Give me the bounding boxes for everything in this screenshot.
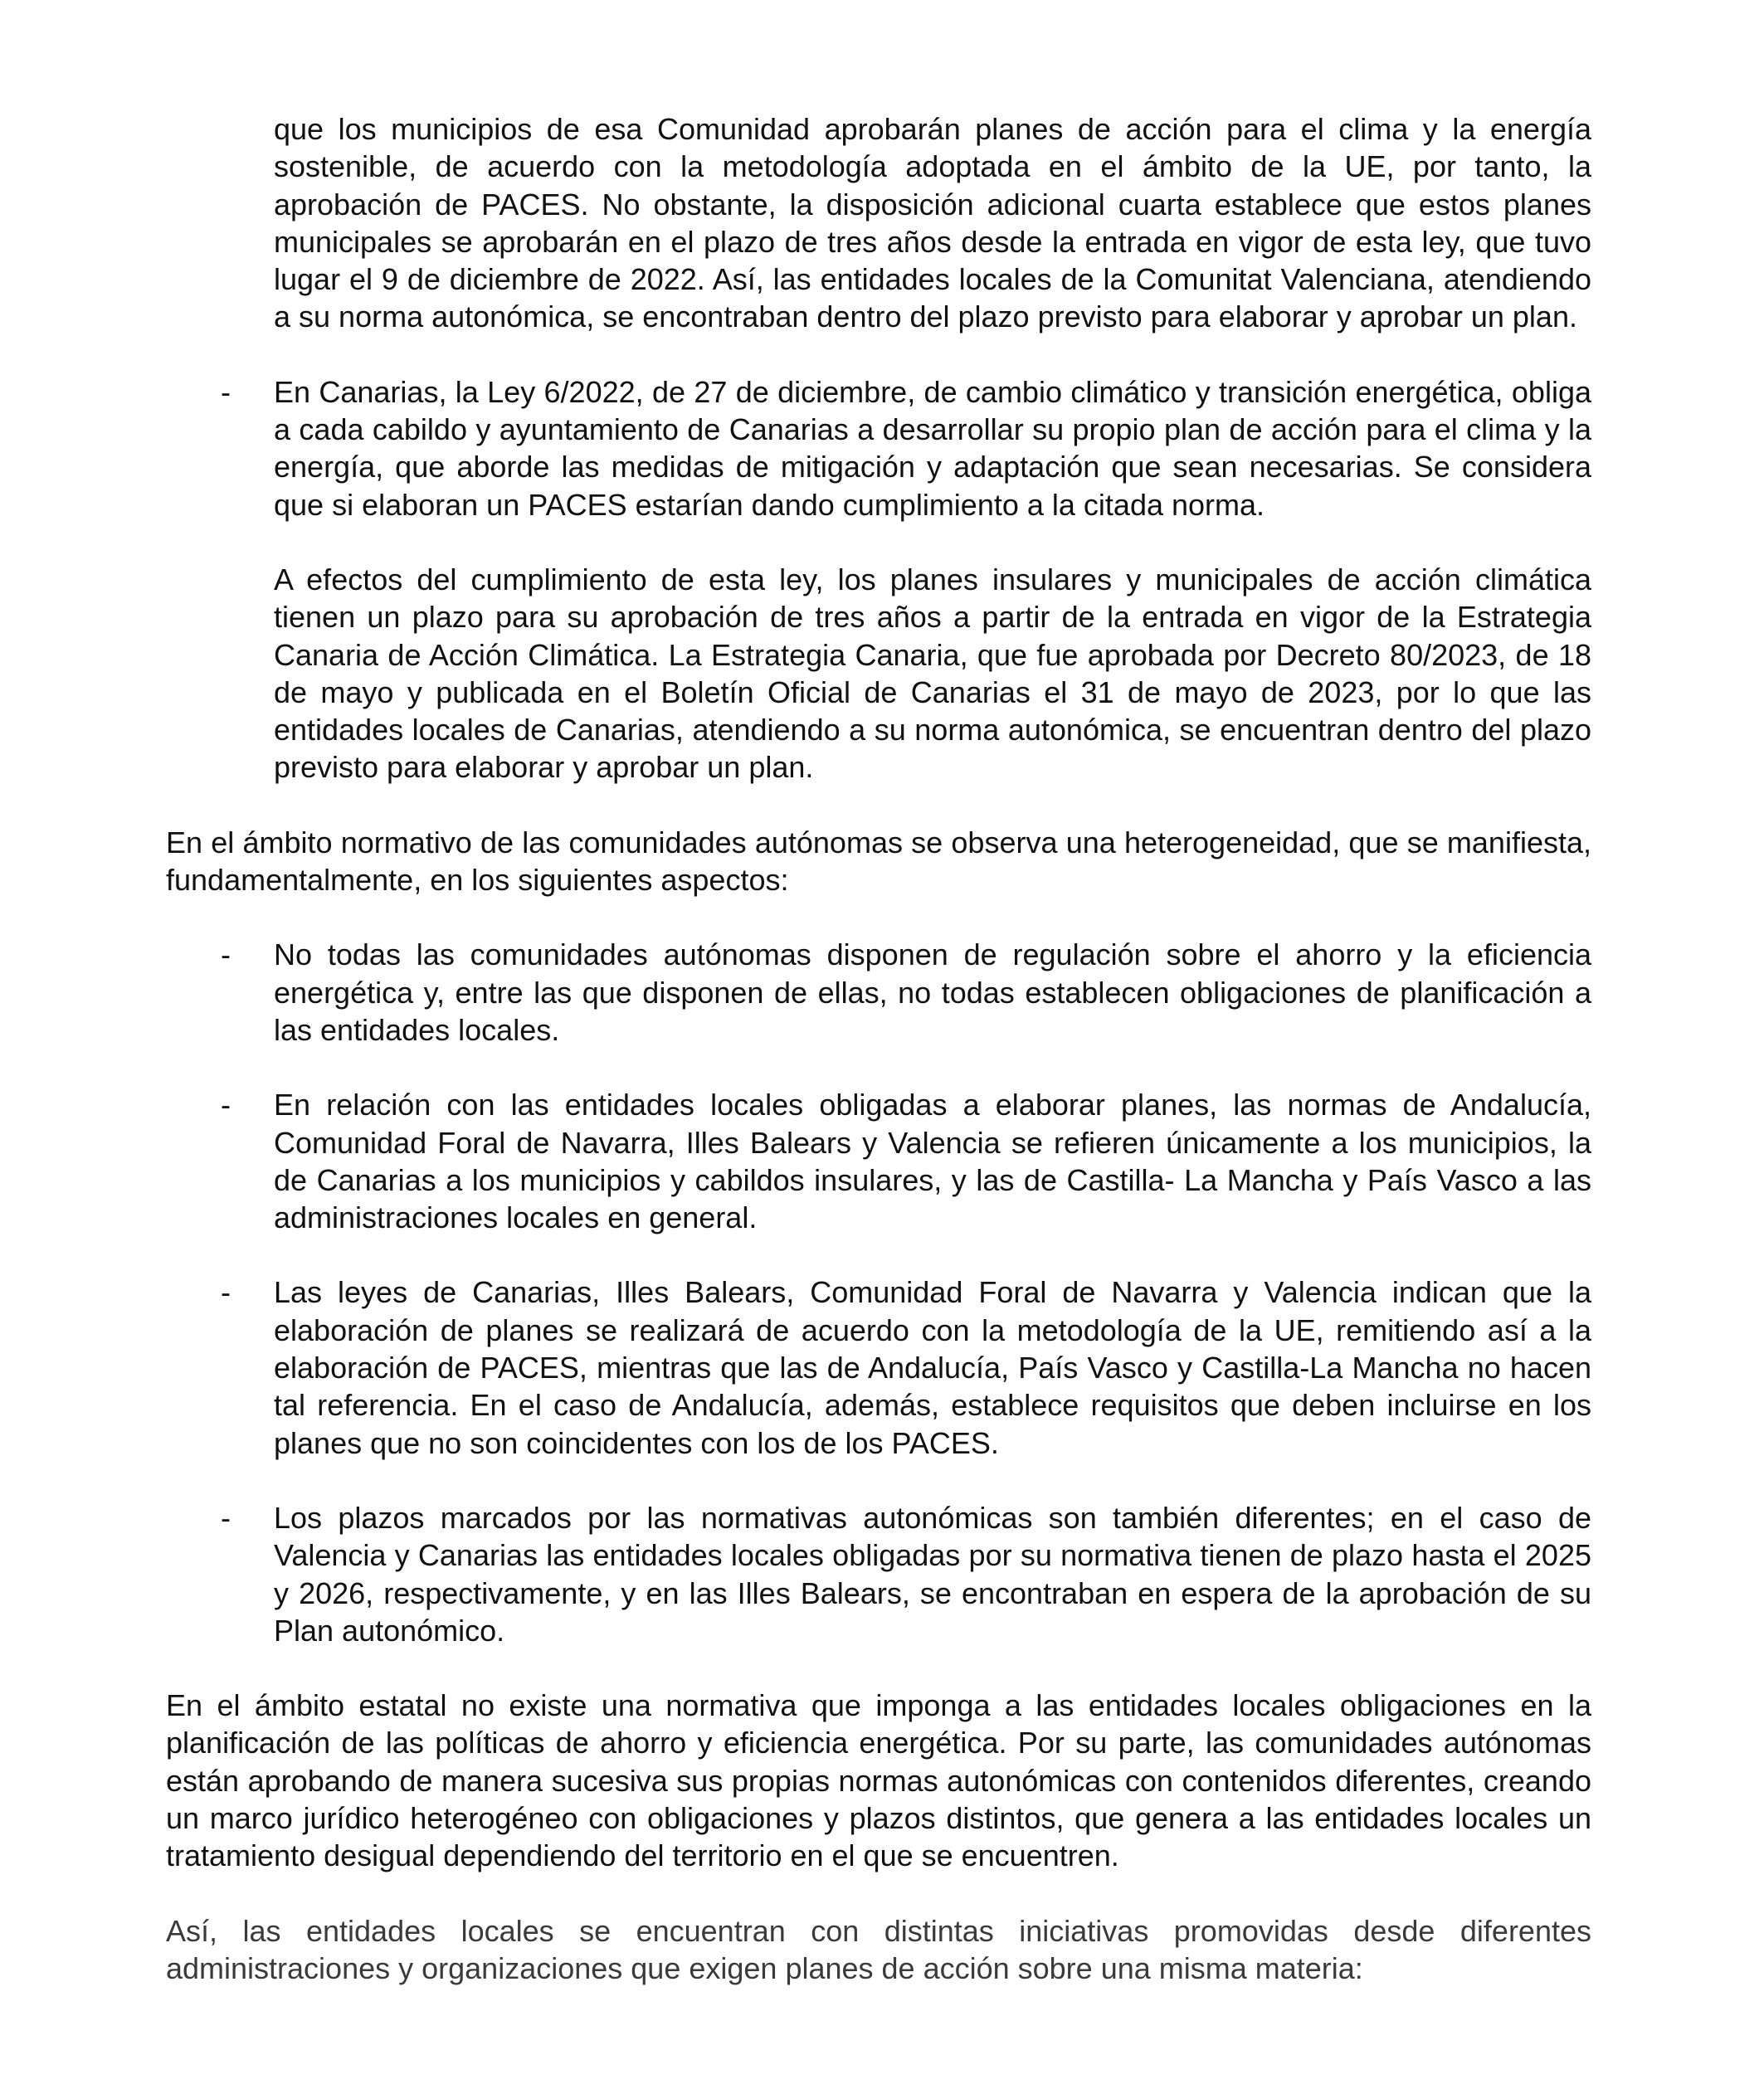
spacer bbox=[166, 898, 1591, 936]
bullet-text-entidades-obligadas: En relación con las entidades locales obligadas a elaborar planes, las normas de Andalucía, Comunidad Foral de Navarra, Illes Balears y Valencia se refieren únicamente a los municipios, la de Canarias a los municipios y cabildos insulares, y las de Castilla- La Mancha y País Vasco a las administraciones locales en general. bbox=[274, 1088, 1591, 1235]
spacer bbox=[166, 786, 1591, 824]
spacer bbox=[166, 336, 1591, 373]
bullet-dash: - bbox=[221, 937, 231, 972]
paragraph-canarias-plazo: A efectos del cumplimiento de esta ley, los planes insulares y municipales de acción climática tienen un plazo para su aprobación de tres años a partir de la entrada en vigor de la Estrategia Canaria de Acción Climática. La Estrategia Canaria, que fue aprobada por Decreto 80/2023, de 18 de mayo y publicada en el Boletín Oficial de Canarias el 31 de mayo de 2023, por lo que las entidades locales de Canarias, atendiendo a su norma autonómica, se encuentran dentro del plazo previsto para elaborar y aprobar un plan. bbox=[274, 562, 1591, 785]
paragraph-valencia: que los municipios de esa Comunidad aprobarán planes de acción para el clima y la energía sostenible, de acuerdo con la metodología adoptada en el ámbito de la UE, por tanto, la aprobación de PACES. No obstante, la disposición adicional cuarta establece que estos planes municipales se aprobarán en el plazo de tres años desde la entrada en vigor de esta ley, que tuvo lugar el 9 de diciembre de 2022. Así, las entidades locales de la Comunitat Valenciana, atendiendo a su norma autonómica, se encontraban dentro del plazo previsto para elaborar y aprobar un plan. bbox=[274, 112, 1591, 334]
spacer bbox=[166, 1236, 1591, 1273]
bullet-dash: - bbox=[221, 374, 231, 409]
paragraph-heterogeneidad: En el ámbito normativo de las comunidades autónomas se observa una heterogeneidad, que se manifiesta, fundamentalmente, en los siguientes aspectos: bbox=[166, 825, 1591, 898]
paragraph-iniciativas: Así, las entidades locales se encuentran con distintas iniciativas promovidas desde diferentes administraciones y organizaciones que exigen planes de acción sobre una misma materia: bbox=[166, 1913, 1591, 1985]
spacer bbox=[166, 1649, 1591, 1687]
bullet-text-regulacion: No todas las comunidades autónomas disponen de regulación sobre el ahorro y la eficiencia energética y, entre las que disponen de ellas, no todas establecen obligaciones de planificación a las entidades locales. bbox=[274, 937, 1591, 1047]
bullet-item-regulacion bbox=[221, 936, 1591, 1049]
bullet-dash: - bbox=[221, 1275, 231, 1310]
spacer bbox=[166, 1875, 1591, 1912]
bullet-dash: - bbox=[221, 1088, 231, 1122]
spacer bbox=[166, 1462, 1591, 1499]
bullet-text-metodologia: Las leyes de Canarias, Illes Balears, Comunidad Foral de Navarra y Valencia indican que la elaboración de planes se realizará de acuerdo con la metodología de la UE, remitiendo así a la elaboración de PACES, mientras que las de Andalucía, País Vasco y Castilla-La Mancha no hacen tal referencia. En el caso de Andalucía, además, establece requisitos que deben incluirse en los planes que no son coincidentes con los de los PACES. bbox=[274, 1275, 1591, 1460]
bullet-item-canarias bbox=[221, 373, 1591, 523]
bullet-item-plazos bbox=[221, 1499, 1591, 1649]
paragraph-ambito-estatal: En el ámbito estatal no existe una normativa que imponga a las entidades locales obligaciones en la planificación de las políticas de ahorro y eficiencia energética. Por su parte, las comunidades autónomas están aprobando de manera sucesiva sus propias normas autonómicas con contenidos diferentes, creando un marco jurídico heterogéneo con obligaciones y plazos distintos, que genera a las entidades locales un tratamiento desigual dependiendo del territorio en el que se encuentren. bbox=[166, 1688, 1591, 1873]
bullet-text-plazos: Los plazos marcados por las normativas autonómicas son también diferentes; en el caso de Valencia y Canarias las entidades locales obligadas por su normativa tienen de plazo hasta el 2025 y 2026, respectivamente, y en las Illes Balears, se encontraban en espera de la aprobación de su Plan autonómico. bbox=[274, 1500, 1591, 1648]
spacer bbox=[166, 523, 1591, 561]
bullet-text-canarias: En Canarias, la Ley 6/2022, de 27 de diciembre, de cambio climático y transición energética, obliga a cada cabildo y ayuntamiento de Canarias a desarrollar su propio plan de acción para el clima y la energía, que aborde las medidas de mitigación y adaptación que sean necesarias. Se considera que si elaboran un PACES estarían dando cumplimiento a la citada norma. bbox=[274, 374, 1591, 522]
document-page bbox=[166, 110, 1591, 1987]
bullet-item-entidades-obligadas bbox=[221, 1086, 1591, 1236]
spacer bbox=[166, 1049, 1591, 1086]
bullet-item-metodologia bbox=[221, 1273, 1591, 1461]
bullet-dash: - bbox=[221, 1500, 231, 1535]
